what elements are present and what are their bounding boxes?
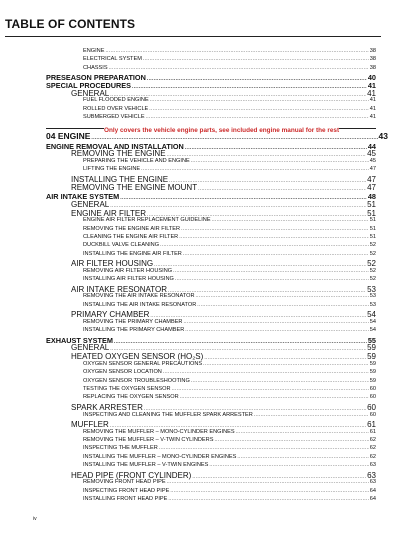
toc-entry-title: INSPECTING THE MUFFLER <box>83 445 158 452</box>
toc-entry-title: REPLACING THE OXYGEN SENSOR <box>83 394 179 401</box>
toc-entry[interactable] <box>83 319 376 325</box>
toc-entry-title: PREPARING THE VEHICLE AND ENGINE <box>83 157 190 164</box>
leader-dots <box>180 394 369 400</box>
leader-dots <box>168 496 368 502</box>
leader-dots <box>183 251 369 257</box>
toc-entry-title: GENERAL <box>71 88 110 98</box>
toc-page-number: 43 <box>378 130 388 141</box>
toc-page-number: 52 <box>369 276 376 283</box>
toc-entry[interactable] <box>83 454 376 460</box>
toc-entry-title: EXHAUST SYSTEM <box>46 335 113 345</box>
toc-entry-title: ELECTRICAL SYSTEM <box>83 56 142 63</box>
leader-dots <box>212 217 369 223</box>
toc-entry-title: HEAD PIPE (FRONT CYLINDER) <box>71 470 192 480</box>
toc-entry-title: SPARK ARRESTER <box>71 402 143 412</box>
toc-entry[interactable] <box>71 343 376 352</box>
title-divider <box>5 36 381 37</box>
toc-entry-title: INSTALLING THE AIR INTAKE RESONATOR <box>83 301 197 308</box>
toc-entry[interactable] <box>71 352 376 361</box>
toc-entry-title: OXYGEN SENSOR GENERAL PRECAUTIONS <box>83 360 203 367</box>
toc-entry[interactable] <box>83 217 376 223</box>
leader-dots <box>160 242 369 248</box>
toc-entry-title: GENERAL <box>71 199 110 209</box>
toc-entry-title: REMOVING AIR FILTER HOUSING <box>83 267 173 274</box>
toc-entry[interactable] <box>71 209 376 218</box>
toc-entry-title: REMOVING THE ENGINE AIR FILTER <box>83 225 181 232</box>
toc-page-number: 63 <box>369 462 376 469</box>
chapter-note: Only covers the vehicle engine parts, see included engine manual for the rest <box>104 126 340 134</box>
toc-page-number: 62 <box>369 445 376 452</box>
toc-page-number: 59 <box>367 352 376 362</box>
toc-entry[interactable] <box>83 369 376 375</box>
toc-entry-title: REMOVING THE ENGINE <box>71 149 166 159</box>
toc-page-number: 54 <box>369 318 376 325</box>
leader-dots <box>236 429 369 435</box>
toc-entry[interactable] <box>83 445 376 451</box>
toc-entry-title: HEATED OXYGEN SENSOR (HO₂S) <box>71 352 204 362</box>
leader-dots <box>191 158 369 164</box>
toc-entry-title: OXYGEN SENSOR TROUBLESHOOTING <box>83 377 190 384</box>
toc-entry-title: 04 ENGINE <box>46 130 91 141</box>
toc-entry[interactable] <box>83 479 376 485</box>
toc-entry-title: REMOVING THE PRIMARY CHAMBER <box>83 318 183 325</box>
toc-entry-title: INSTALLING THE MUFFLER – MONO-CYLINDER ENGINES <box>83 453 237 460</box>
toc-entry-title: INSPECTING AND CLEANING THE MUFFLER SPARK ARRESTER <box>83 411 253 418</box>
leader-dots <box>105 48 368 54</box>
toc-entry[interactable] <box>83 97 376 103</box>
toc-page-number: 47 <box>367 183 376 193</box>
toc-entry[interactable] <box>83 394 376 400</box>
leader-dots <box>191 378 369 384</box>
toc-page-number: 52 <box>369 242 376 249</box>
toc-entry-title: PRIMARY CHAMBER <box>71 310 150 320</box>
toc-page-number: 60 <box>367 402 376 412</box>
toc-entry[interactable] <box>71 149 376 158</box>
leader-dots <box>203 361 369 367</box>
toc-entry[interactable] <box>71 200 376 209</box>
toc-entry-title: FUEL FLOODED ENGINE <box>83 97 149 104</box>
leader-dots <box>159 445 369 451</box>
toc-entry[interactable] <box>83 378 376 384</box>
leader-dots <box>91 135 377 141</box>
toc-page-number: 61 <box>367 419 376 429</box>
toc-page-number: 45 <box>367 149 376 159</box>
leader-dots <box>209 462 368 468</box>
leader-dots <box>237 454 368 460</box>
toc-page-number: 51 <box>369 217 376 224</box>
toc-page-number: 51 <box>367 199 376 209</box>
leader-dots <box>149 106 368 112</box>
toc-page-number: 41 <box>369 114 376 121</box>
toc-entry[interactable] <box>83 437 376 443</box>
toc-page-number: 53 <box>369 293 376 300</box>
toc-entry-title: AIR INTAKE RESONATOR <box>71 284 168 294</box>
leader-dots <box>172 386 369 392</box>
toc-entry-title: REMOVING THE AIR INTAKE RESONATOR <box>83 293 195 300</box>
toc-page-number: 41 <box>369 97 376 104</box>
toc-entry[interactable] <box>83 166 376 172</box>
toc-page-number: 48 <box>367 192 376 202</box>
toc-entry-title: AIR FILTER HOUSING <box>71 259 154 269</box>
toc-entry[interactable] <box>83 386 376 392</box>
toc-entry-title: CHASSIS <box>83 64 108 71</box>
toc-entry[interactable] <box>83 327 376 333</box>
leader-dots <box>146 114 369 120</box>
toc-page-number: 38 <box>369 48 376 54</box>
toc-entry[interactable] <box>83 268 376 274</box>
toc-page-number: 45 <box>369 157 376 164</box>
leader-dots <box>195 293 368 299</box>
toc-entry-title: INSTALLING AIR FILTER HOUSING <box>83 276 174 283</box>
toc-entry[interactable] <box>83 488 376 494</box>
toc-entry[interactable] <box>71 183 376 192</box>
toc-entry-title: SUBMERGED VEHICLE <box>83 114 145 121</box>
toc-page-number: 40 <box>367 73 376 83</box>
toc-page-number: 55 <box>367 335 376 345</box>
toc-page-number: 62 <box>369 453 376 460</box>
leader-dots <box>175 276 369 282</box>
toc-entry-title: REMOVING FRONT HEAD PIPE <box>83 479 166 486</box>
toc-entry[interactable] <box>83 114 376 120</box>
toc-page-number: 62 <box>369 437 376 443</box>
toc-entry[interactable] <box>83 48 376 54</box>
toc-page-number: 63 <box>369 479 376 486</box>
toc-entry[interactable] <box>83 251 376 257</box>
toc-page-number: 63 <box>367 470 376 480</box>
toc-entry-title: INSTALLING THE ENGINE <box>71 174 169 184</box>
toc-entry[interactable] <box>71 259 376 268</box>
toc-page-number: 47 <box>369 166 376 173</box>
toc-entry[interactable] <box>71 471 376 480</box>
toc-entry[interactable] <box>83 412 376 418</box>
toc-entry-title: PRESEASON PREPARATION <box>46 73 146 83</box>
toc-entry-title: AIR INTAKE SYSTEM <box>46 192 120 202</box>
toc-page-number: 59 <box>369 369 376 376</box>
leader-dots <box>214 437 368 443</box>
leader-dots <box>167 479 369 485</box>
toc-entry-title: ENGINE AIR FILTER <box>71 208 146 218</box>
toc-page-number: 59 <box>369 377 376 384</box>
toc-entry-title: INSTALLING FRONT HEAD PIPE <box>83 496 168 503</box>
toc-page-number: 52 <box>369 267 376 274</box>
toc-entry-title: CLEANING THE ENGINE AIR FILTER <box>83 234 179 240</box>
toc-page-number: 53 <box>367 284 376 294</box>
leader-dots <box>179 234 369 240</box>
page-title: TABLE OF CONTENTS <box>5 17 136 31</box>
toc-entry-title: INSTALLING THE MUFFLER – V-TWIN ENGINES <box>83 462 209 469</box>
toc-entry-title: GENERAL <box>71 343 110 353</box>
toc-page-number: 38 <box>369 56 376 63</box>
toc-entry[interactable] <box>83 293 376 299</box>
toc-entry-title: MUFFLER <box>71 419 109 429</box>
toc-entry-title: LIFTING THE ENGINE <box>83 166 141 173</box>
toc-page-number: 51 <box>369 234 376 240</box>
toc-entry[interactable] <box>71 89 376 98</box>
toc-page-number: 54 <box>367 310 376 320</box>
leader-dots <box>197 302 369 308</box>
toc-entry[interactable] <box>71 310 376 319</box>
toc-page-number: 47 <box>367 174 376 184</box>
leader-dots <box>181 226 369 232</box>
toc-page-number: 41 <box>369 105 376 112</box>
toc-entry-title: REMOVING THE MUFFLER – MONO-CYLINDER ENGINES <box>83 428 235 435</box>
toc-entry[interactable] <box>83 361 376 367</box>
toc-entry-title: OXYGEN SENSOR LOCATION <box>83 369 162 376</box>
toc-page-number: 60 <box>369 394 376 401</box>
toc-entry[interactable] <box>83 302 376 308</box>
toc-page-number: 51 <box>369 225 376 232</box>
toc-page-number: 53 <box>369 301 376 308</box>
toc-page-number: 64 <box>369 487 376 494</box>
leader-dots <box>143 56 369 62</box>
toc-page-number: 60 <box>369 411 376 418</box>
toc-page-number: 41 <box>367 88 376 98</box>
toc-entry[interactable] <box>71 420 376 429</box>
toc-entry-title: ENGINE <box>83 48 105 54</box>
toc-entry-title: ENGINE REMOVAL AND INSTALLATION <box>46 141 184 151</box>
leader-dots <box>173 268 369 274</box>
toc-entry[interactable] <box>83 106 376 112</box>
leader-dots <box>141 166 369 172</box>
toc-entry[interactable] <box>71 285 376 294</box>
toc-entry[interactable] <box>83 276 376 282</box>
toc-entry[interactable] <box>83 65 376 71</box>
toc-entry-title: TESTING THE OXYGEN SENSOR <box>83 386 171 392</box>
toc-page-number: 64 <box>369 496 376 503</box>
toc-entry-title: INSTALLING THE ENGINE AIR FILTER <box>83 250 182 257</box>
toc-entry[interactable] <box>83 226 376 232</box>
toc-entry-title: INSTALLING THE PRIMARY CHAMBER <box>83 327 185 334</box>
toc-page-number: 51 <box>367 208 376 218</box>
toc-page-number: 54 <box>369 327 376 334</box>
toc-page-number: 52 <box>369 250 376 257</box>
toc-entry-title: ROLLED OVER VEHICLE <box>83 105 149 112</box>
toc-entry[interactable] <box>71 175 376 184</box>
toc-page-number: 52 <box>367 259 376 269</box>
toc-entry-title: REMOVING THE MUFFLER – V-TWIN CYLINDERS <box>83 437 214 443</box>
toc-page-number: 38 <box>369 64 376 71</box>
toc-page-number: 41 <box>367 80 376 90</box>
page-number-footer: iv <box>33 516 37 522</box>
toc-entry-title: REMOVING THE ENGINE MOUNT <box>71 183 198 193</box>
leader-dots <box>163 369 369 375</box>
toc-page-number: 60 <box>369 386 376 392</box>
toc-entry[interactable] <box>83 234 376 240</box>
toc-page-number: 44 <box>367 141 376 151</box>
toc-entry-title: INSPECTING FRONT HEAD PIPE <box>83 487 170 494</box>
toc-entry[interactable] <box>83 429 376 435</box>
toc-entry[interactable] <box>83 496 376 502</box>
toc-entry-title: ENGINE AIR FILTER REPLACEMENT GUIDELINE <box>83 217 211 224</box>
leader-dots <box>170 488 368 494</box>
leader-dots <box>183 319 368 325</box>
toc-entry[interactable] <box>83 56 376 62</box>
toc-entry[interactable] <box>83 158 376 164</box>
toc-entry[interactable] <box>83 462 376 468</box>
toc-entry[interactable] <box>71 403 376 412</box>
leader-dots <box>109 65 369 71</box>
leader-dots <box>254 412 369 418</box>
leader-dots <box>185 327 369 333</box>
toc-entry-title: SPECIAL PROCEDURES <box>46 80 132 90</box>
leader-dots <box>150 97 369 103</box>
toc-entry-title: DUCKBILL VALVE CLEANING <box>83 242 160 249</box>
toc-page-number: 61 <box>369 428 376 435</box>
toc-page-number: 59 <box>367 343 376 353</box>
toc-entry[interactable] <box>83 242 376 248</box>
toc-page-number: 59 <box>369 360 376 367</box>
